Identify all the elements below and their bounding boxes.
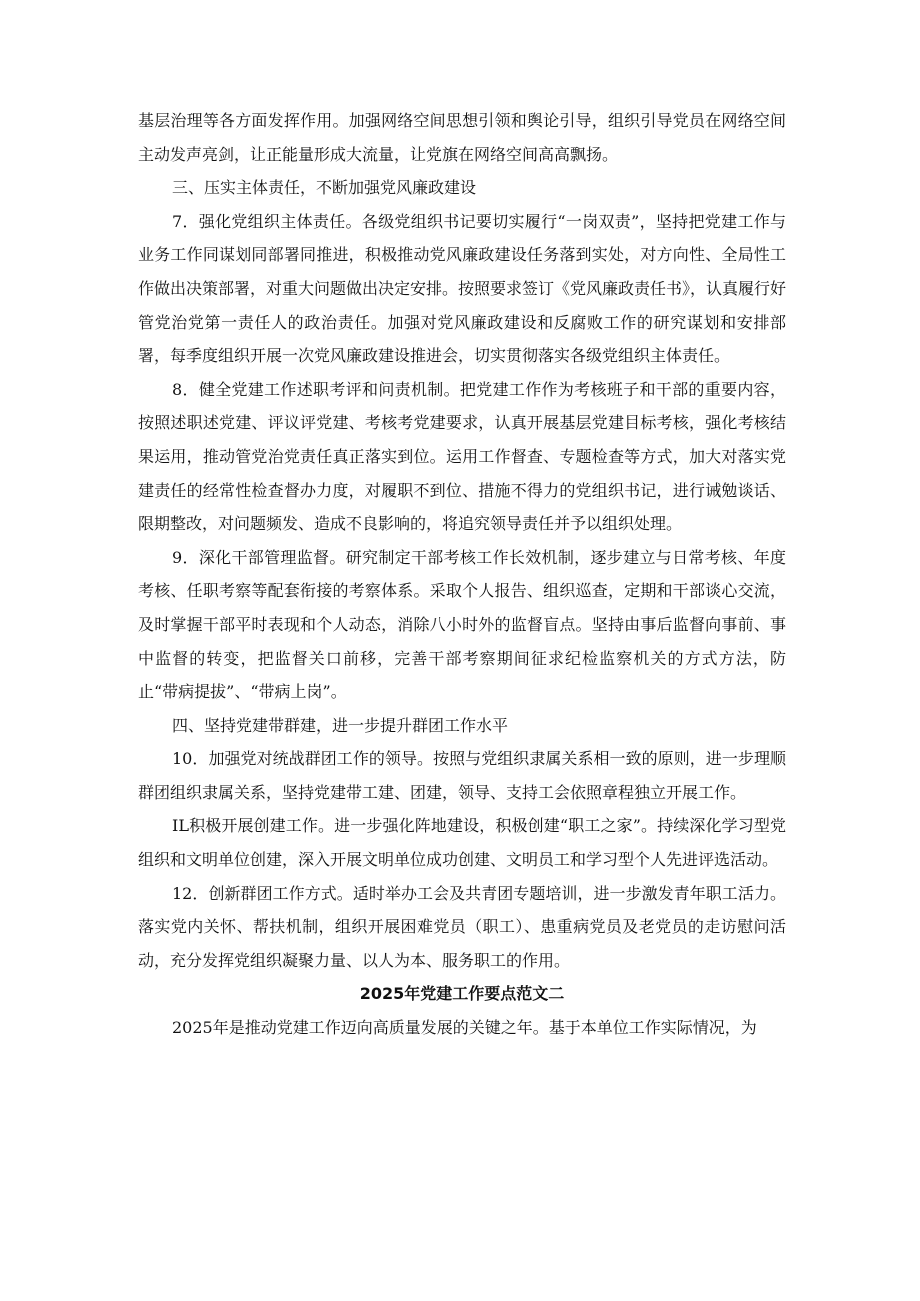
- document-section-title: 2025年党建工作要点范文二: [359, 984, 565, 1004]
- paragraph-item-11: IL积极开展创建工作。进一步强化阵地建设，积极创建“职工之家”。持续深化学习型党组织和文明单位创建，深入开展文明单位成功创建、文明员工和学习型个人先进评选活动。: [138, 816, 786, 870]
- paragraph-item-9: 9．深化干部管理监督。研究制定干部考核工作长效机制，逐步建立与日常考核、年度考核、任职考察等配套衔接的考察体系。采取个人报告、组织巡查，定期和干部谈心交流，及时掌握干部平时表现和个人动态，消除八小时外的监督盲点。坚持由事后监督向事前、事中监督的转变，把监督关口前移，完善干部考察期间征求纪检监察机关的方式方法，防止“带病提拔”、“带病上岗”。: [138, 547, 786, 702]
- paragraph-continued: 基层治理等各方面发挥作用。加强网络空间思想引领和舆论引导，组织引导党员在网络空间主动发声亮剑，让正能量形成大流量，让党旗在网络空间高高飘扬。: [138, 111, 786, 164]
- paragraph-item-12: 12．创新群团工作方式。适时举办工会及共青团专题培训，进一步激发青年职工活力。落实党内关怀、帮扶机制，组织开展困难党员（职工）、患重病党员及老党员的走访慰问活动，充分发挥党组织凝聚力量、以人为本、服务职工的作用。: [138, 883, 786, 970]
- section-heading-3: 三、压实主体责任，不断加强党风廉政建设: [172, 178, 477, 198]
- paragraph-item-10: 10．加强党对统战群团工作的领导。按照与党组织隶属关系相一致的原则，进一步理顺群团组织隶属关系，坚持党建带工建、团建，领导、支持工会依照章程独立开展工作。: [138, 749, 786, 802]
- section-heading-4: 四、坚持党建带群建，进一步提升群团工作水平: [172, 715, 509, 735]
- paragraph-item-8: 8．健全党建工作述职考评和问责机制。把党建工作作为考核班子和干部的重要内容，按照述职述党建、评议评党建、考核考党建要求，认真开展基层党建目标考核，强化考核结果运用，推动管党治党责任真正落实到位。运用工作督查、专题检查等方式，加大对落实党建责任的经常性检查督办力度，对履职不到位、措施不得力的党组织书记，进行诫勉谈话、限期整改，对问题频发、造成不良影响的，将追究领导责任并予以组织处理。: [138, 379, 786, 534]
- document-body: [138, 104, 786, 1045]
- paragraph-item-7: 7．强化党组织主体责任。各级党组织书记要切实履行“一岗双责”，坚持把党建工作与业务工作同谋划同部署同推进，积极推动党风廉政建设任务落到实处，对方向性、全局性工作做出决策部署，对重大问题做出决定安排。按照要求签订《党风廉政责任书》，认真履行好管党治党第一责任人的政治责任。加强对党风廉政建设和反腐败工作的研究谋划和安排部署，每季度组织开展一次党风廉政建设推进会，切实贯彻落实各级党组织主体责任。: [138, 211, 787, 366]
- paragraph-intro: 2025年是推动党建工作迈向高质量发展的关键之年。基于本单位工作实际情况，为: [172, 1018, 757, 1038]
